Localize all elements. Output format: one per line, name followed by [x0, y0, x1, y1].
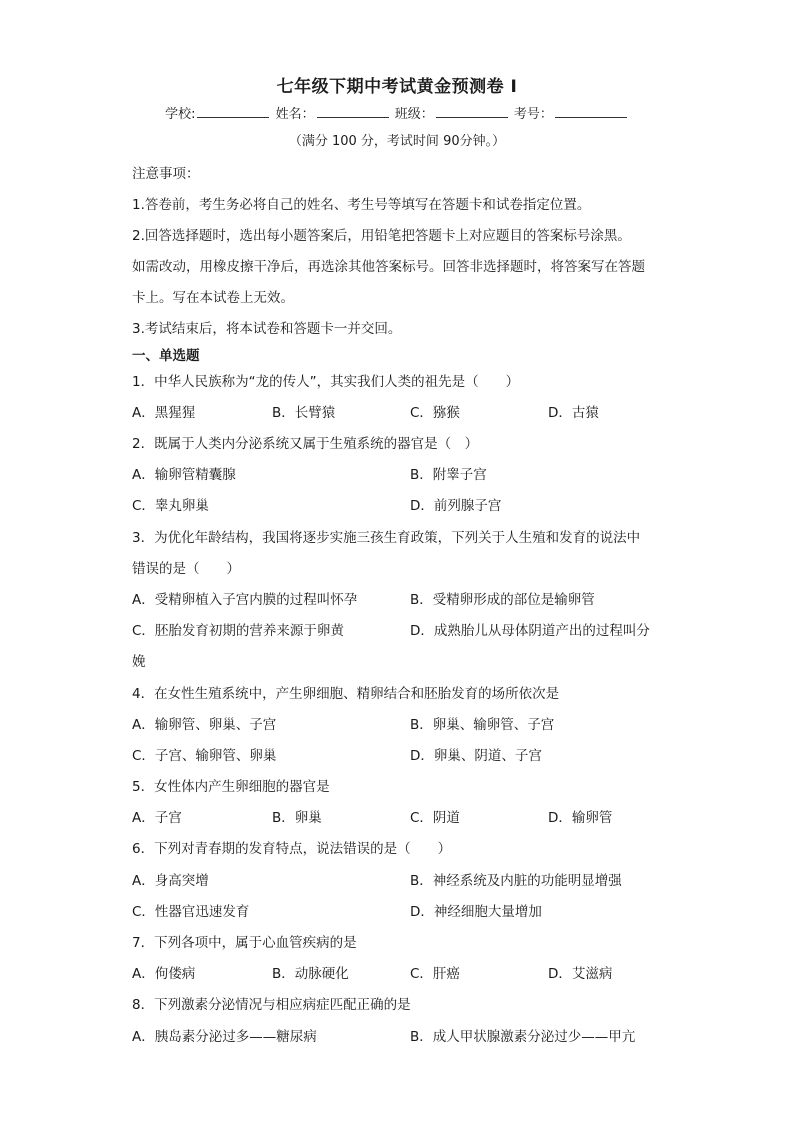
name-blank[interactable] [317, 105, 389, 118]
option-a[interactable]: A．佝偻病 [132, 966, 196, 982]
option-d[interactable]: D．卵巢、阴道、子宫 [410, 748, 542, 764]
option-b[interactable]: B．附睾子宫 [410, 467, 487, 483]
option-d[interactable]: D．输卵管 [548, 810, 613, 826]
notice-item-2a: 2.回答选择题时，选出每小题答案后，用铅笔把答题卡上对应题目的答案标号涂黑。 [132, 228, 631, 244]
question-stem: 3．为优化年龄结构，我国将逐步实施三孩生育政策，下列关于人生殖和发育的说法中 [132, 530, 641, 546]
school-blank[interactable] [197, 105, 269, 118]
option-c[interactable]: C．阴道 [410, 810, 460, 826]
option-b[interactable]: B．成人甲状腺激素分泌过少——甲亢 [410, 1029, 636, 1045]
option-a[interactable]: A．身高突增 [132, 873, 209, 889]
notice-item-3: 3.考试结束后，将本试卷和答题卡一并交回。 [132, 321, 402, 337]
option-a[interactable]: A．子宫 [132, 810, 182, 826]
question-stem: 7．下列各项中，属于心血管疾病的是 [132, 935, 357, 951]
school-label: 学校: [165, 107, 196, 122]
option-c[interactable]: C．猕猴 [410, 405, 460, 421]
question-stem: 5．女性体内产生卵细胞的器官是 [132, 779, 330, 795]
option-b[interactable]: B．受精卵形成的部位是输卵管 [410, 592, 595, 608]
option-b[interactable]: B．长臂猿 [272, 405, 336, 421]
name-label: 姓名： [275, 107, 315, 122]
score-time-line: （满分 100 分，考试时间 90分钟。） [288, 134, 506, 149]
option-b[interactable]: B．卵巢、输卵管、子宫 [410, 717, 555, 733]
option-d[interactable]: D．前列腺子宫 [410, 498, 502, 514]
notice-heading: 注意事项： [132, 166, 200, 182]
option-b[interactable]: B．神经系统及内脏的功能明显增强 [410, 873, 622, 889]
question-stem: 6．下列对青春期的发育特点，说法错误的是（ ） [132, 841, 452, 857]
page-title: 七年级下期中考试黄金预测卷 I [276, 77, 518, 97]
exam-no-blank[interactable] [555, 105, 627, 118]
class-blank[interactable] [436, 105, 508, 118]
option-a[interactable]: A．输卵管、卵巢、子宫 [132, 717, 277, 733]
class-label: 班级： [394, 107, 434, 122]
student-info-line [0, 103, 794, 122]
section-heading: 一、单选题 [132, 348, 200, 364]
notice-item-1: 1.答卷前，考生务必将自己的姓名、考生号等填写在答题卡和试卷指定位置。 [132, 197, 591, 213]
option-d[interactable]: D．成熟胎儿从母体阴道产出的过程叫分 [410, 623, 650, 639]
question-stem: 2．既属于人类内分泌系统又属于生殖系统的器官是（ ） [132, 436, 479, 452]
question-stem: 1．中华人民族称为“龙的传人”，其实我们人类的祖先是（ ） [132, 374, 520, 390]
exam-no-label: 考号： [513, 107, 553, 122]
option-d[interactable]: D．神经细胞大量增加 [410, 904, 542, 920]
option-b[interactable]: B．动脉硬化 [272, 966, 349, 982]
option-a[interactable]: A．受精卵植入子宫内膜的过程叫怀孕 [132, 592, 358, 608]
option-c[interactable]: C．子宫、输卵管、卵巢 [132, 748, 277, 764]
option-d[interactable]: D．古猿 [548, 405, 599, 421]
option-a[interactable]: A．输卵管精囊腺 [132, 467, 236, 483]
option-c[interactable]: C．性器官迅速发育 [132, 904, 250, 920]
option-b[interactable]: B．卵巢 [272, 810, 322, 826]
question-stem: 4．在女性生殖系统中，产生卵细胞、精卵结合和胚胎发育的场所依次是 [132, 686, 560, 702]
question-stem: 8．下列激素分泌情况与相应病症匹配正确的是 [132, 997, 411, 1013]
option-c[interactable]: C．睾丸卵巢 [132, 498, 209, 514]
option-a[interactable]: A．胰岛素分泌过多——糖尿病 [132, 1029, 317, 1045]
option-c[interactable]: C．肝癌 [410, 966, 460, 982]
option-c[interactable]: C．胚胎发育初期的营养来源于卵黄 [132, 623, 344, 639]
notice-item-2c: 卡上。写在本试卷上无效。 [132, 290, 294, 306]
question-stem-continued: 错误的是（ ） [132, 561, 240, 577]
option-d[interactable]: D．艾滋病 [548, 966, 613, 982]
option-d-wrap: 娩 [132, 654, 146, 670]
option-a[interactable]: A．黑猩猩 [132, 405, 196, 421]
notice-item-2b: 如需改动，用橡皮擦干净后，再选涂其他答案标号。回答非选择题时，将答案写在答题 [132, 259, 645, 275]
